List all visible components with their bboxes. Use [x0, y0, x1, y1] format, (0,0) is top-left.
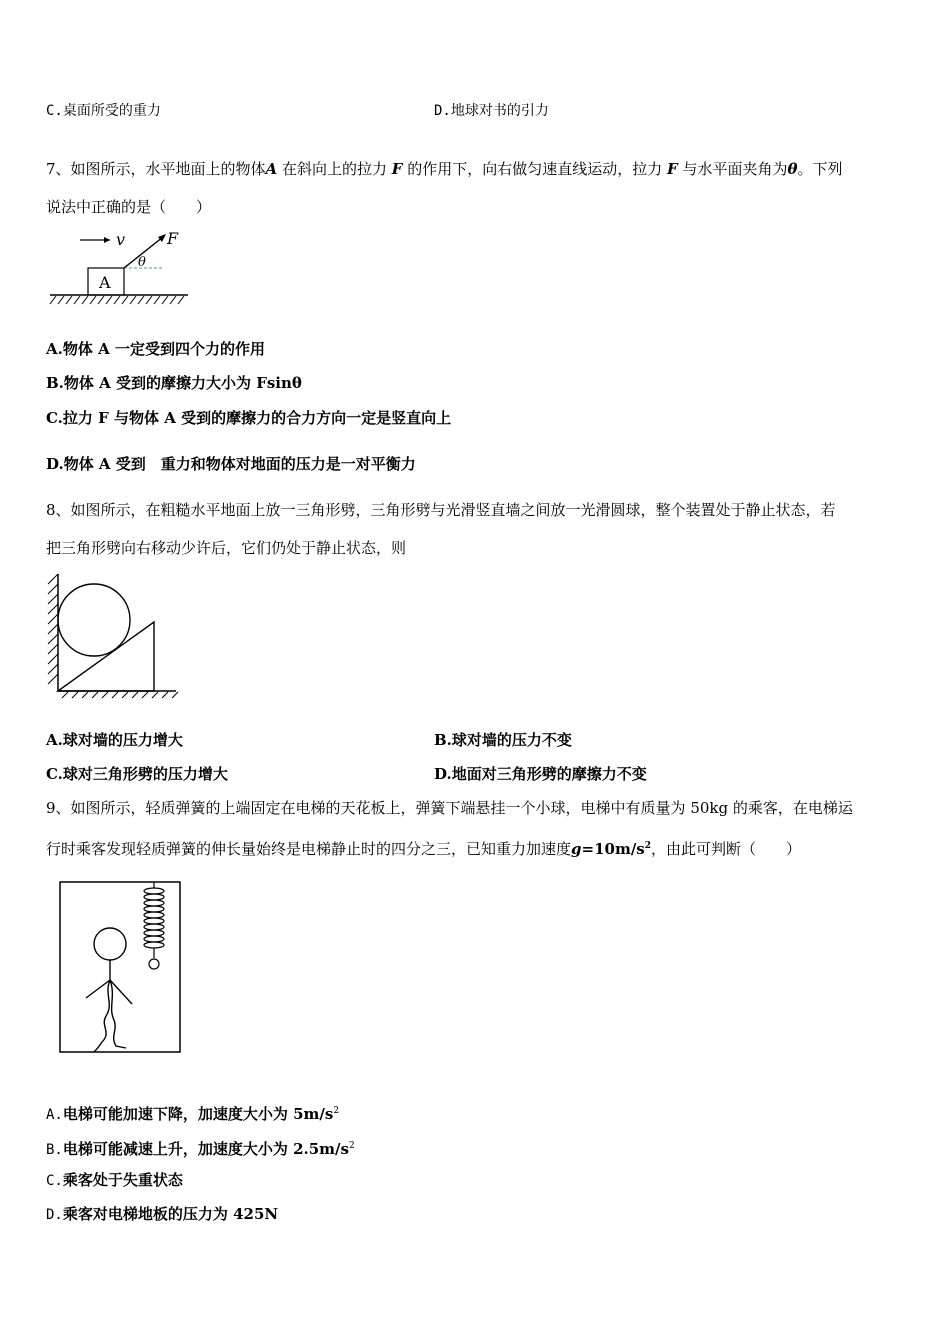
q9-option-b-sup: 2	[348, 1141, 355, 1151]
q7-stem-text: 与水平面夹角为	[682, 160, 788, 178]
q7-stem-text: 。下列	[797, 160, 843, 178]
q7-fig-theta-label: θ	[138, 255, 146, 270]
q8-option-a: A.球对墙的压力增大	[46, 731, 183, 749]
q9-option-c-text: 乘客处于失重状态	[62, 1171, 183, 1189]
q9-option-d-prefix: D.	[46, 1207, 63, 1223]
q7-stem-var-a: A	[265, 160, 278, 178]
q7-option-b: B.物体 A 受到的摩擦力大小为 Fsinθ	[46, 374, 302, 392]
q7-figure	[46, 228, 196, 308]
q9-option-a	[46, 1101, 339, 1125]
q8-option-b: B.球对墙的压力不变	[434, 731, 572, 749]
q6-option-d: D.地球对书的引力	[434, 103, 549, 119]
q9-option-a-sup: 2	[333, 1106, 340, 1116]
q9-passenger	[86, 928, 132, 1052]
q7-stem-line-1	[46, 159, 842, 179]
q7-stem-text: 7、如图所示，水平地面上的物体	[46, 160, 266, 178]
q8-figure	[44, 570, 184, 700]
q9-stem-value: =10m/s	[581, 840, 645, 858]
q9-option-a-prefix: A.	[46, 1107, 63, 1123]
q6-option-c: C.桌面所受的重力	[46, 103, 161, 119]
q9-option-b-text: 电梯可能减速上升，加速度大小为 2.5m/s	[62, 1140, 349, 1158]
q9-option-b	[46, 1136, 355, 1160]
q7-stem-var-f: F	[391, 160, 403, 178]
q8-stem-line-2: 把三角形劈向右移动少许后，它们仍处于静止状态，则	[46, 539, 407, 557]
q9-option-b-prefix: B.	[46, 1142, 63, 1158]
q9-option-d	[46, 1204, 278, 1225]
q7-fig-block-label: A	[99, 273, 111, 292]
q7-stem-text: 的作用下，向右做匀速直线运动，拉力	[407, 160, 663, 178]
q8-option-d: D.地面对三角形劈的摩擦力不变	[434, 765, 647, 783]
q7-stem-var-theta: θ	[787, 160, 798, 178]
q8-option-c: C.球对三角形劈的压力增大	[46, 765, 228, 783]
q9-stem-var-g: g	[571, 840, 582, 858]
q7-stem-text: 在斜向上的拉力	[281, 160, 387, 178]
q7-stem-var-f: F	[667, 160, 678, 178]
q9-stem-sup: 2	[644, 841, 652, 851]
q9-figure	[56, 876, 186, 1056]
q7-option-a: A.物体 A 一定受到四个力的作用	[46, 340, 265, 358]
q9-stem-text: 行时乘客发现轻质弹簧的伸长量始终是电梯静止时的四分之三，已知重力加速度	[46, 840, 572, 858]
q9-stem-text: ，由此可判断（ ）	[651, 840, 802, 858]
q9-option-c	[46, 1170, 183, 1191]
q9-option-c-prefix: C.	[46, 1173, 63, 1189]
q9-stem-line-1: 9、如图所示，轻质弹簧的上端固定在电梯的天花板上，弹簧下端悬挂一个小球，电梯中有质量为 50kg 的乘客，在电梯运	[46, 799, 853, 817]
q9-option-a-text: 电梯可能加速下降，加速度大小为 5m/s	[62, 1105, 334, 1123]
q9-stem-line-2	[46, 836, 801, 859]
q8-stem-line-1: 8、如图所示，在粗糙水平地面上放一三角形劈，三角形劈与光滑竖直墙之间放一光滑圆球，整个装置处于静止状态，若	[46, 501, 836, 519]
q7-fig-f-label: F	[167, 229, 179, 248]
q7-fig-v-label: v	[116, 230, 126, 249]
q7-stem-line-2: 说法中正确的是（ ）	[46, 198, 212, 216]
q8-ball	[58, 584, 130, 656]
q7-option-d: D.物体 A 受到 重力和物体对地面的压力是一对平衡力	[46, 455, 416, 473]
q7-option-c: C.拉力 F 与物体 A 受到的摩擦力的合力方向一定是竖直向上	[46, 409, 452, 427]
q9-option-d-text: 乘客对电梯地板的压力为 425N	[62, 1205, 279, 1223]
q9-spring	[144, 882, 164, 969]
